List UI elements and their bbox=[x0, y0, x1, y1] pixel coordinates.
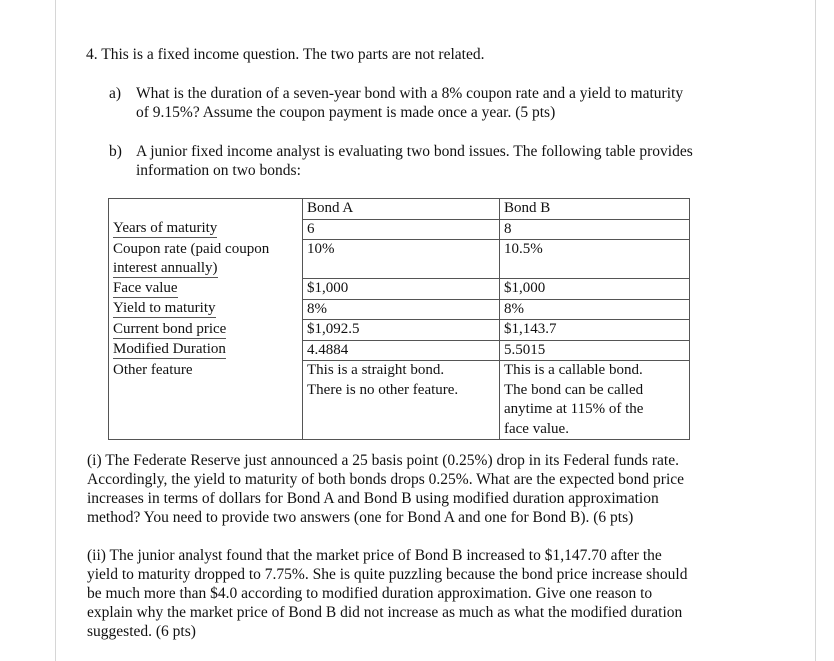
bond-a-value: 6 bbox=[303, 219, 500, 240]
bond-a-value: $1,092.5 bbox=[303, 320, 500, 341]
row-label: Yield to maturity bbox=[109, 299, 303, 320]
row-label: Other feature bbox=[109, 361, 303, 440]
sub-question-ii-line-4: explain why the market price of Bond B did not increase as much as what the modified duration bbox=[87, 604, 683, 621]
bond-b-value: This is a callable bond. The bond can be called anytime at 115% of the face value. bbox=[500, 361, 690, 440]
bond-b-value: 10.5% bbox=[500, 240, 690, 279]
part-a-line-2: of 9.15%? Assume the coupon payment is made once a year. (5 pts) bbox=[136, 104, 556, 121]
bond-b-value: 5.5015 bbox=[500, 340, 690, 361]
row-label: Coupon rate (paid coupon interest annually) bbox=[109, 240, 303, 279]
question-heading: 4. This is a fixed income question. The two parts are not related. bbox=[86, 46, 485, 63]
part-a-label: a) bbox=[109, 85, 122, 102]
sub-question-i-line-1: (i) The Federate Reserve just announced a 25 basis point (0.25%) drop in its Federal funds rate. bbox=[87, 452, 679, 469]
row-label: Modified Duration bbox=[109, 340, 303, 361]
sub-question-ii-line-1: (ii) The junior analyst found that the market price of Bond B increased to $1,147.70 after the bbox=[87, 547, 662, 564]
sub-question-i-line-2: Accordingly, the yield to maturity of both bonds drops 0.25%. What are the expected bond price bbox=[87, 471, 685, 488]
bond-a-value: 10% bbox=[303, 240, 500, 279]
page-right-edge bbox=[815, 0, 816, 661]
part-a-line-1: What is the duration of a seven-year bond with a 8% coupon rate and a yield to maturity bbox=[136, 85, 684, 102]
sub-question-i-line-4: method? You need to provide two answers (one for Bond A and one for Bond B). (6 pts) bbox=[87, 509, 634, 526]
table-header-row bbox=[109, 199, 690, 220]
row-label: Current bond price bbox=[109, 320, 303, 341]
row-label: Years of maturity bbox=[109, 219, 303, 240]
bond-b-value: 8 bbox=[500, 219, 690, 240]
sub-question-ii-line-3: be much more than $4.0 according to modified duration approximation. Give one reason to bbox=[87, 585, 653, 602]
page-left-edge bbox=[55, 0, 56, 661]
table-header-bond-b: Bond B bbox=[500, 199, 690, 220]
part-b-label: b) bbox=[109, 143, 122, 160]
table-row bbox=[109, 299, 690, 320]
part-b-line-2: information on two bonds: bbox=[136, 162, 301, 179]
table-row bbox=[109, 361, 690, 440]
sub-question-ii-line-5: suggested. (6 pts) bbox=[87, 623, 196, 640]
table-row bbox=[109, 240, 690, 279]
bond-a-value: $1,000 bbox=[303, 279, 500, 300]
bond-a-value: 8% bbox=[303, 299, 500, 320]
bond-a-value: This is a straight bond. There is no other feature. bbox=[303, 361, 500, 440]
table-header-empty bbox=[109, 199, 303, 220]
bond-b-value: $1,000 bbox=[500, 279, 690, 300]
bond-a-value: 4.4884 bbox=[303, 340, 500, 361]
table-header-bond-a: Bond A bbox=[303, 199, 500, 220]
bond-b-value: 8% bbox=[500, 299, 690, 320]
bond-b-value: $1,143.7 bbox=[500, 320, 690, 341]
table-row bbox=[109, 219, 690, 240]
part-b-line-1: A junior fixed income analyst is evaluating two bond issues. The following table provides bbox=[136, 143, 693, 160]
table-row bbox=[109, 340, 690, 361]
sub-question-i-line-3: increases in terms of dollars for Bond A and Bond B using modified duration approximation bbox=[87, 490, 659, 507]
table-row bbox=[109, 320, 690, 341]
row-label: Face value bbox=[109, 279, 303, 300]
sub-question-ii-line-2: yield to maturity dropped to 7.75%. She is quite puzzling because the bond price increase should bbox=[87, 566, 688, 583]
bond-comparison-table bbox=[108, 198, 690, 440]
table-row bbox=[109, 279, 690, 300]
